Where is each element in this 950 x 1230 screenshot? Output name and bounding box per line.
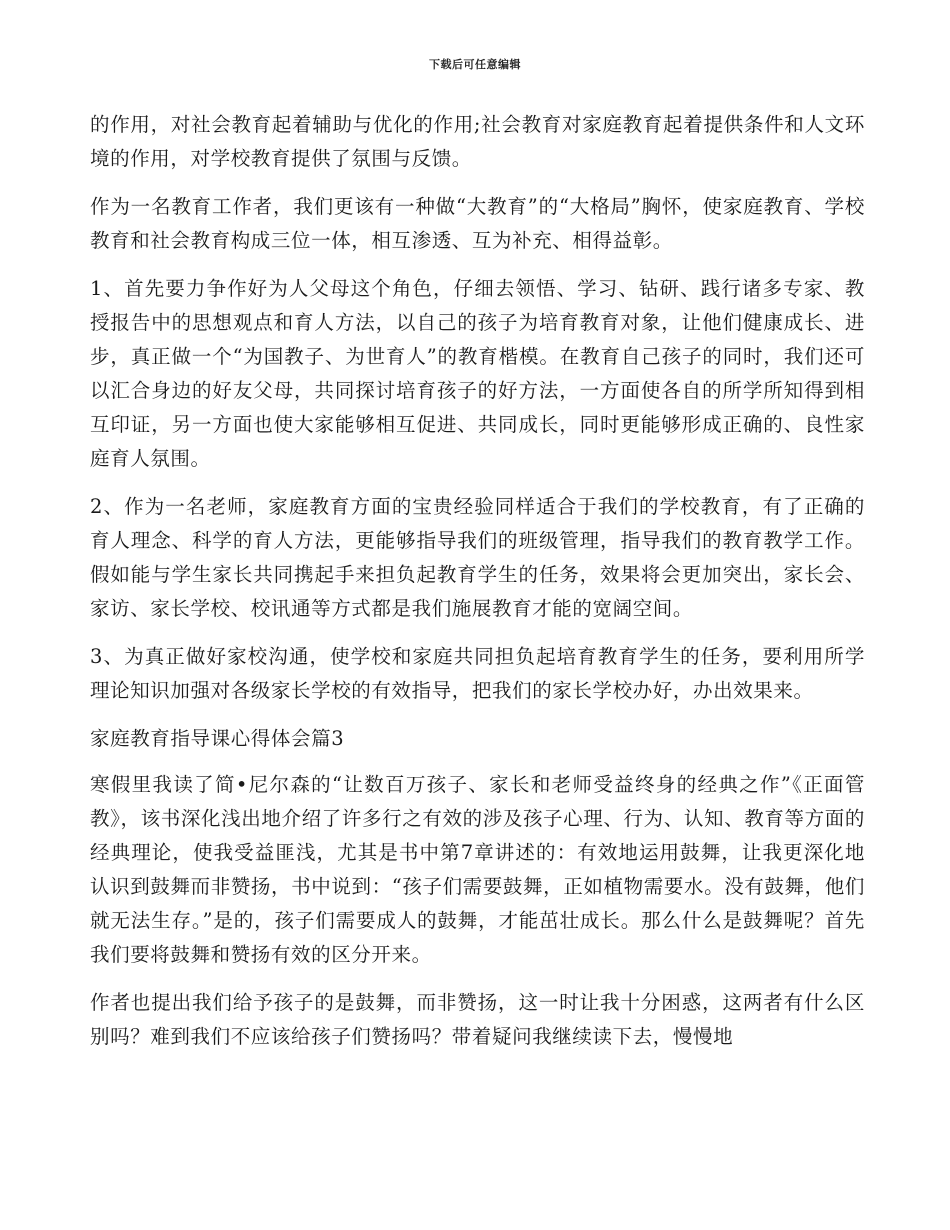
document-body: [90, 108, 865, 1068]
paragraph: 寒假里我读了简•尼尔森的“让数百万孩子、家长和老师受益终身的经典之作”《正面管教》，该书深化浅出地介绍了许多行之有效的涉及孩子心理、行为、认知、教育等方面的经典理论，使我受益匪浅，尤其是书中第7章讲述的：有效地运用鼓舞，让我更深化地认识到鼓舞而非赞扬，书中说到：“孩子们需要鼓舞，正如植物需要水。没有鼓舞，他们就无法生存。”是的，孩子们需要成人的鼓舞，才能茁壮成长。那么什么是鼓舞呢？首先我们要将鼓舞和赞扬有效的区分开来。: [90, 773, 865, 966]
paragraph: 的作用，对社会教育起着辅助与优化的作用;社会教育对家庭教育起着提供条件和人文环境的作用，对学校教育提供了氛围与反馈。: [90, 113, 865, 170]
paragraph: 2、作为一名老师，家庭教育方面的宝贵经验同样适合于我们的学校教育，有了正确的育人理念、科学的育人方法，更能够指导我们的班级管理，指导我们的教育教学工作。假如能与学生家长共同携起手来担负起教育学生的任务，效果将会更加突出，家长会、家访、家长学校、校讯通等方式都是我们施展教育才能的宽阔空间。: [90, 495, 865, 620]
paragraph: 3、为真正做好家校沟通，使学校和家庭共同担负起培育教育学生的任务，要利用所学理论知识加强对各级家长学校的有效指导，把我们的家长学校办好，办出效果来。: [90, 645, 865, 702]
paragraph: 1、首先要力争作好为人父母这个角色，仔细去领悟、学习、钻研、践行诸多专家、教授报告中的思想观点和育人方法，以自己的孩子为培育教育对象，让他们健康成长、进步，真正做一个“为国教子、为世育人”的教育楷模。在教育自己孩子的同时，我们还可以汇合身边的好友父母，共同探讨培育孩子的好方法，一方面使各自的所学所知得到相互印证，另一方面也使大家能够相互促进、共同成长，同时更能够形成正确的、良性家庭育人氛围。: [90, 277, 865, 470]
paragraph: 作为一名教育工作者，我们更该有一种做“大教育”的“大格局”胸怀，使家庭教育、学校教育和社会教育构成三位一体，相互渗透、互为补充、相得益彰。: [90, 195, 865, 252]
page-header: 下载后可任意编辑: [429, 58, 521, 71]
paragraph: 作者也提出我们给予孩子的是鼓舞，而非赞扬，这一时让我十分困惑，这两者有什么区别吗？难到我们不应该给孩子们赞扬吗？带着疑问我继续读下去，慢慢地: [90, 991, 865, 1048]
section-heading: 家庭教育指导课心得体会篇3: [90, 727, 345, 750]
